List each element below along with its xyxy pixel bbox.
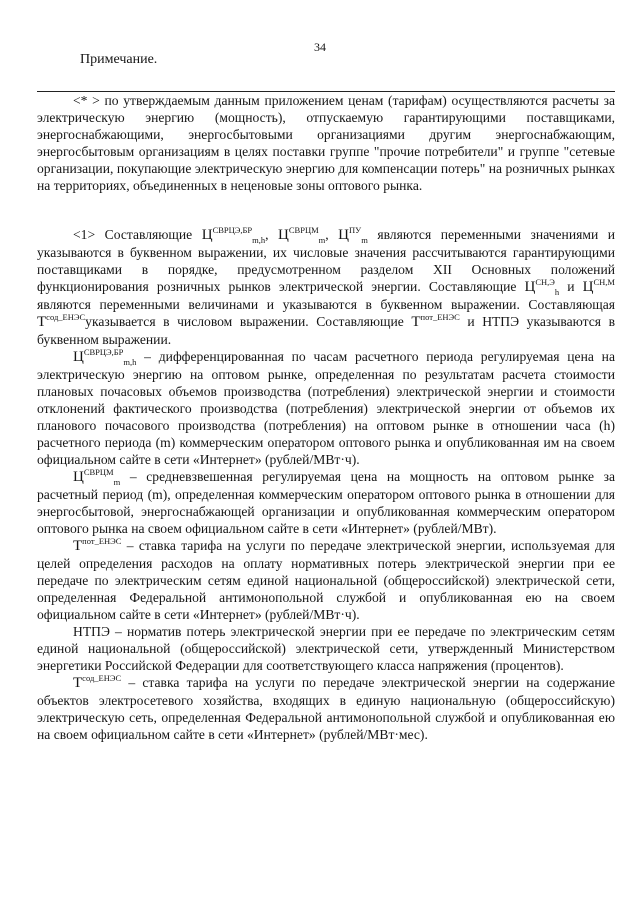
fn1-text-c: являются переменными величинами и указываются в буквенном выражении. Составляющая: [37, 297, 615, 312]
definition-price-ee: $Ц^{СВРЦЭ,БР}_{m,h}$ – дифференцированная по часам расчетного периода регулируемая цена на электрическую энергию на оптовом рынке, определенная по результатам расчета стоимости плановых почасовых объемов производства (потребления) электрической энергии и стоимости отклонений фактического производства (потребления) электрической энергии от объемов их планового почасового производства (потребления) на оптовом рынке в отношении часа (h) расчетного периода (m) коммерческим оператором оптового рынка и опубликованная им на своем официальном сайте в сети «Интернет» (рублей/МВт·ч).: [37, 347, 615, 467]
fn1-text-a: <1> Составляющие: [73, 227, 202, 242]
symbol-sn-e: $Ц^{СН,Э}_h$: [524, 277, 560, 297]
symbol-price-pu: $Ц^{ПУ}_m$: [338, 225, 368, 245]
symbol-sn-m: $Ц^{СН,М}$: [582, 277, 615, 295]
symbol-price-ee: $Ц^{СВРЦЭ,БР}_{m,h}$: [201, 225, 266, 245]
definition-t-pot: $Т^{пот\_ЕНЭС}$ – ставка тарифа на услуги по передаче электрической энергии, используемая для целей определения расходов на оплату нормативных потерь электрической энергии при ее передаче по электрическим сетям единой национальной (общероссийской) электрической сети, определенная Федеральной антимонопольной службой и опубликованная ею на своем официальном сайте в сети «Интернет» (рублей/МВт·ч).: [37, 536, 615, 622]
footnote-1-block: [37, 226, 615, 743]
symbol-t-pot: $Т^{пот\_ЕНЭС}$: [411, 312, 460, 330]
fn1-text-e: и НТПЭ указываются в буквенном выражении.: [37, 314, 615, 347]
definition-price-power: $Ц^{СВРЦМ}_m$ – средневзвешенная регулируемая цена на мощность на оптовом рынке за расчетный период (m), определенная коммерческим оператором оптового рынка в отношении для энергосбытовой, энергоснабжающей организации и опубликованная коммерческим оператором оптового рынка на своем официальном сайте в сети «Интернет» (рублей/МВт).: [37, 467, 615, 536]
fn1-text-d: указывается в числовом выражении. Составляющие: [85, 314, 412, 329]
note-title: Примечание.: [80, 52, 158, 67]
footnote-star-paragraph: <* > по утверждаемым данным приложением ценам (тарифам) осуществляются расчеты за электрическую энергию (мощность), отпускаемую гарантирующими поставщиками, энергоснабжающими, энергосбытовыми организациями другим энергоснабжающим, энергосбытовым организациям в целях поставки группе "прочие потребители" и группе "сетевые организации, покупающие электрическую энергию для компенсации потерь" на розничных рынках на территориях, объединенных в неценовые зоны оптового рынка.: [37, 93, 615, 193]
definition-ntpe: НТПЭ – норматив потерь электрической энергии при ее передаче по электрическим сетям единой национальной (общероссийской) электрической сети, утвержденный Министерством энергетики Российской Федерации для соответствующего класса напряжения (процентов).: [37, 624, 615, 673]
footnote-star-block: [37, 92, 615, 194]
footnote-1-intro: <1> Составляющие $Ц^{СВРЦЭ,БР}_{m,h}$, $Ц^{СВРЦМ}_m$, $Ц^{ПУ}_m$ являются переменными значениями и указываются в буквенном выражении, их числовые значения рассчитываются гарантирующими поставщиками в порядке, предусмотренном разделом XII Основных положений функционирования розничных рынков электрической энергии. Составляющие $Ц^{СН,Э}_h$ и $Ц^{СН,М}$ являются переменными величинами и указываются в буквенном выражении. Составляющая $Т^{сод\_ЕНЭС}указывается$ в числовом выражении. Составляющие $Т^{пот\_ЕНЭС}$ и НТПЭ указываются в буквенном выражении.: [37, 225, 616, 347]
symbol-price-power: $Ц^{СВРЦМ}_m$: [278, 225, 326, 245]
symbol-t-sod: $Т^{сод\_ЕНЭС}$: [37, 312, 86, 330]
definition-t-sod: $Т^{сод\_ЕНЭС}$ – ставка тарифа на услуги по передаче электрической энергии на содержание объектов электросетевого хозяйства, входящих в единую национальную (общероссийскую) электрическую сеть, определенная Федеральной антимонопольной службой и опубликованная ею на своем официальном сайте в сети «Интернет» (рублей/МВт·мес).: [37, 673, 615, 742]
fn1-text-b: являются переменными значениями и указываются в буквенном выражении, их числовые значения рассчитываются гарантирующими поставщиками в порядке, предусмотренном разделом XII Основных положений функционирования розничных рынков электрической энергии. Составляющие: [37, 227, 616, 294]
page-number: 34: [314, 40, 326, 54]
